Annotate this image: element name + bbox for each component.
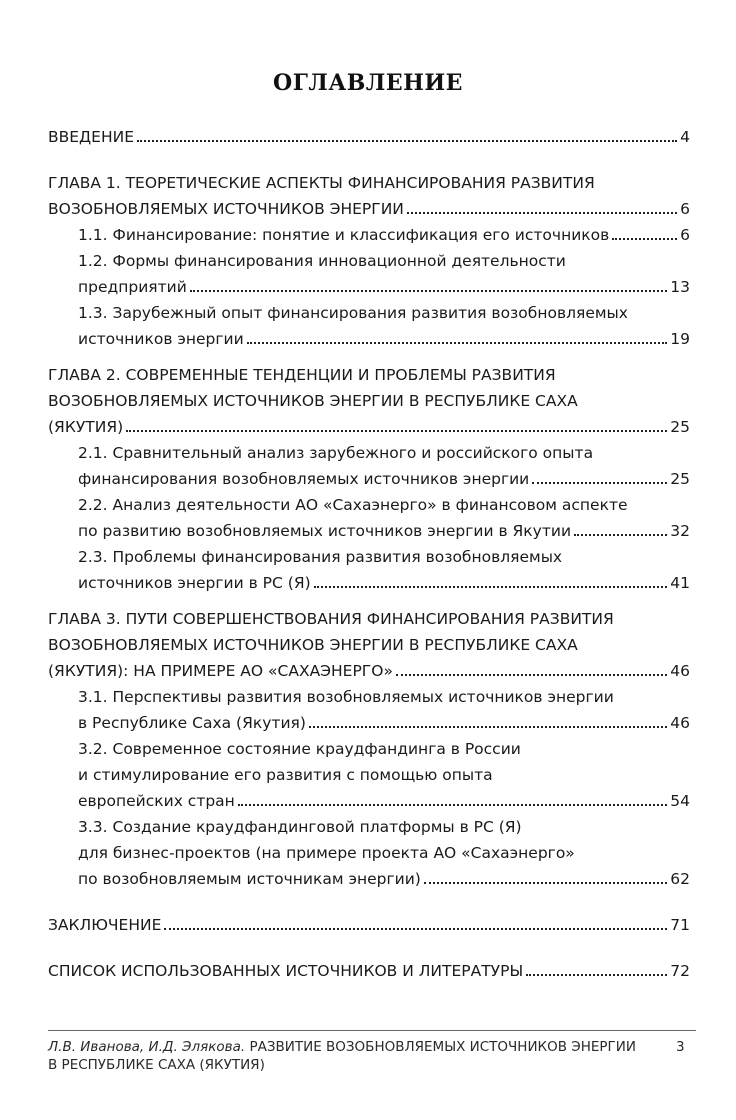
toc-entry-last-line xyxy=(48,658,690,684)
toc-entry-section-2-3[interactable] xyxy=(48,544,690,596)
toc-page-number: 25 xyxy=(670,470,690,488)
toc-page-number: 6 xyxy=(680,226,690,244)
footer-divider xyxy=(48,1030,696,1031)
toc-entry-section-2-2[interactable] xyxy=(48,492,690,544)
dot-leader xyxy=(137,140,677,142)
toc-entry-section-1-2[interactable] xyxy=(48,248,690,300)
toc-entry-text: (ЯКУТИЯ): НА ПРИМЕРЕ АО «САХАЭНЕРГО» xyxy=(48,662,393,680)
toc-entry-text: ЗАКЛЮЧЕНИЕ xyxy=(48,916,162,934)
toc-entry-last-line xyxy=(78,518,690,544)
toc-entry-text: источников энергии xyxy=(78,330,244,348)
toc-entry-line: 3.1. Перспективы развития возобновляемых источников энергии xyxy=(78,688,614,706)
table-of-contents xyxy=(48,124,690,984)
toc-page-number: 13 xyxy=(670,278,690,296)
toc-page-number: 72 xyxy=(670,962,690,980)
toc-entry-line: 1.2. Формы финансирования инновационной деятельности xyxy=(78,252,566,270)
footer-authors: Л.В. Иванова, И.Д. Элякова. xyxy=(48,1039,246,1055)
toc-entry-last-line xyxy=(78,274,690,300)
toc-entry-section-1-3[interactable] xyxy=(48,300,690,352)
toc-entry-last-line xyxy=(78,570,690,596)
toc-entry-conclusion[interactable] xyxy=(48,912,690,938)
dot-leader xyxy=(407,212,677,214)
toc-entry-text: источников энергии в РС (Я) xyxy=(78,574,311,592)
dot-leader xyxy=(238,804,667,806)
toc-entry-line: и стимулирование его развития с помощью опыта xyxy=(78,766,493,784)
dot-leader xyxy=(314,586,668,588)
toc-entry-last-line xyxy=(48,958,690,984)
page-number: 3 xyxy=(676,1039,685,1055)
footer-book-title-line-2: В РЕСПУБЛИКЕ САХА (ЯКУТИЯ) xyxy=(48,1057,265,1073)
toc-entry-line: ВОЗОБНОВЛЯЕМЫХ ИСТОЧНИКОВ ЭНЕРГИИ В РЕСПУБЛИКЕ САХА xyxy=(48,636,578,654)
toc-entry-text: европейских стран xyxy=(78,792,235,810)
toc-page-number: 41 xyxy=(670,574,690,592)
dot-leader xyxy=(526,974,667,976)
toc-entry-text: ВОЗОБНОВЛЯЕМЫХ ИСТОЧНИКОВ ЭНЕРГИИ xyxy=(48,200,404,218)
toc-page-number: 46 xyxy=(670,714,690,732)
toc-entry-introduction[interactable] xyxy=(48,124,690,150)
toc-entry-text: финансирования возобновляемых источников энергии xyxy=(78,470,530,488)
dot-leader xyxy=(574,534,667,536)
toc-entry-chapter-3[interactable] xyxy=(48,606,690,684)
footer-line-1 xyxy=(48,1038,648,1056)
page-title: ОГЛАВЛЕНИЕ xyxy=(273,70,463,96)
toc-entry-text: по развитию возобновляемых источников энергии в Якутии xyxy=(78,522,572,540)
toc-entry-line: 2.2. Анализ деятельности АО «Сахаэнерго» в финансовом аспекте xyxy=(78,496,628,514)
dot-leader xyxy=(424,882,667,884)
dot-leader xyxy=(190,290,667,292)
toc-entry-section-3-3[interactable] xyxy=(48,814,690,892)
toc-page-number: 46 xyxy=(670,662,690,680)
toc-entry-last-line xyxy=(78,466,690,492)
toc-entry-line: ГЛАВА 3. ПУТИ СОВЕРШЕНСТВОВАНИЯ ФИНАНСИРОВАНИЯ РАЗВИТИЯ xyxy=(48,610,614,628)
toc-entry-line: 1.3. Зарубежный опыт финансирования развития возобновляемых xyxy=(78,304,628,322)
toc-entry-text: ВВЕДЕНИЕ xyxy=(48,128,135,146)
toc-entry-last-line xyxy=(78,710,690,736)
toc-entry-last-line xyxy=(78,866,690,892)
running-footer xyxy=(48,1038,648,1074)
toc-entry-chapter-2[interactable] xyxy=(48,362,690,440)
toc-entry-text: 1.1. Финансирование: понятие и классификация его источников xyxy=(78,226,610,244)
footer-book-title: РАЗВИТИЕ ВОЗОБНОВЛЯЕМЫХ ИСТОЧНИКОВ ЭНЕРГИИ xyxy=(249,1039,636,1055)
toc-entry-chapter-1[interactable] xyxy=(48,170,690,222)
toc-entry-line: 3.2. Современное состояние краудфандинга в России xyxy=(78,740,521,758)
toc-page-number: 54 xyxy=(670,792,690,810)
toc-entry-line: 3.3. Создание краудфандинговой платформы в РС (Я) xyxy=(78,818,522,836)
toc-entry-line: ГЛАВА 2. СОВРЕМЕННЫЕ ТЕНДЕНЦИИ И ПРОБЛЕМЫ РАЗВИТИЯ xyxy=(48,366,556,384)
toc-entry-last-line xyxy=(78,326,690,352)
toc-entry-line: для бизнес-проектов (на примере проекта АО «Сахаэнерго» xyxy=(78,844,575,862)
toc-entry-line: ГЛАВА 1. ТЕОРЕТИЧЕСКИЕ АСПЕКТЫ ФИНАНСИРОВАНИЯ РАЗВИТИЯ xyxy=(48,174,595,192)
toc-entry-last-line xyxy=(48,414,690,440)
toc-entry-line: 2.3. Проблемы финансирования развития возобновляемых xyxy=(78,548,563,566)
dot-leader xyxy=(612,238,677,240)
toc-page-number: 71 xyxy=(670,916,690,934)
toc-entry-section-2-1[interactable] xyxy=(48,440,690,492)
toc-page-number: 62 xyxy=(670,870,690,888)
toc-page-number: 32 xyxy=(670,522,690,540)
toc-page-number: 19 xyxy=(670,330,690,348)
toc-entry-last-line xyxy=(78,788,690,814)
toc-entry-last-line xyxy=(48,196,690,222)
toc-page-number: 6 xyxy=(680,200,690,218)
toc-entry-line: 2.1. Сравнительный анализ зарубежного и российского опыта xyxy=(78,444,594,462)
toc-entry-text: СПИСОК ИСПОЛЬЗОВАННЫХ ИСТОЧНИКОВ И ЛИТЕРАТУРЫ xyxy=(48,962,524,980)
toc-entry-text: предприятий xyxy=(78,278,187,296)
dot-leader xyxy=(396,674,667,676)
dot-leader xyxy=(247,342,668,344)
toc-entry-last-line xyxy=(78,222,690,248)
dot-leader xyxy=(126,430,667,432)
toc-entry-section-1-1[interactable] xyxy=(48,222,690,248)
toc-entry-sources[interactable] xyxy=(48,958,690,984)
toc-entry-section-3-2[interactable] xyxy=(48,736,690,814)
toc-entry-line: ВОЗОБНОВЛЯЕМЫХ ИСТОЧНИКОВ ЭНЕРГИИ В РЕСПУБЛИКЕ САХА xyxy=(48,392,578,410)
toc-entry-last-line xyxy=(48,124,690,150)
toc-page-number: 25 xyxy=(670,418,690,436)
toc-page-number: 4 xyxy=(680,128,690,146)
toc-entry-last-line xyxy=(48,912,690,938)
toc-entry-text: по возобновляемым источникам энергии) xyxy=(78,870,421,888)
toc-entry-text: (ЯКУТИЯ) xyxy=(48,418,124,436)
dot-leader xyxy=(309,726,667,728)
dot-leader xyxy=(532,482,667,484)
toc-entry-text: в Республике Саха (Якутия) xyxy=(78,714,306,732)
dot-leader xyxy=(164,928,667,930)
toc-entry-section-3-1[interactable] xyxy=(48,684,690,736)
